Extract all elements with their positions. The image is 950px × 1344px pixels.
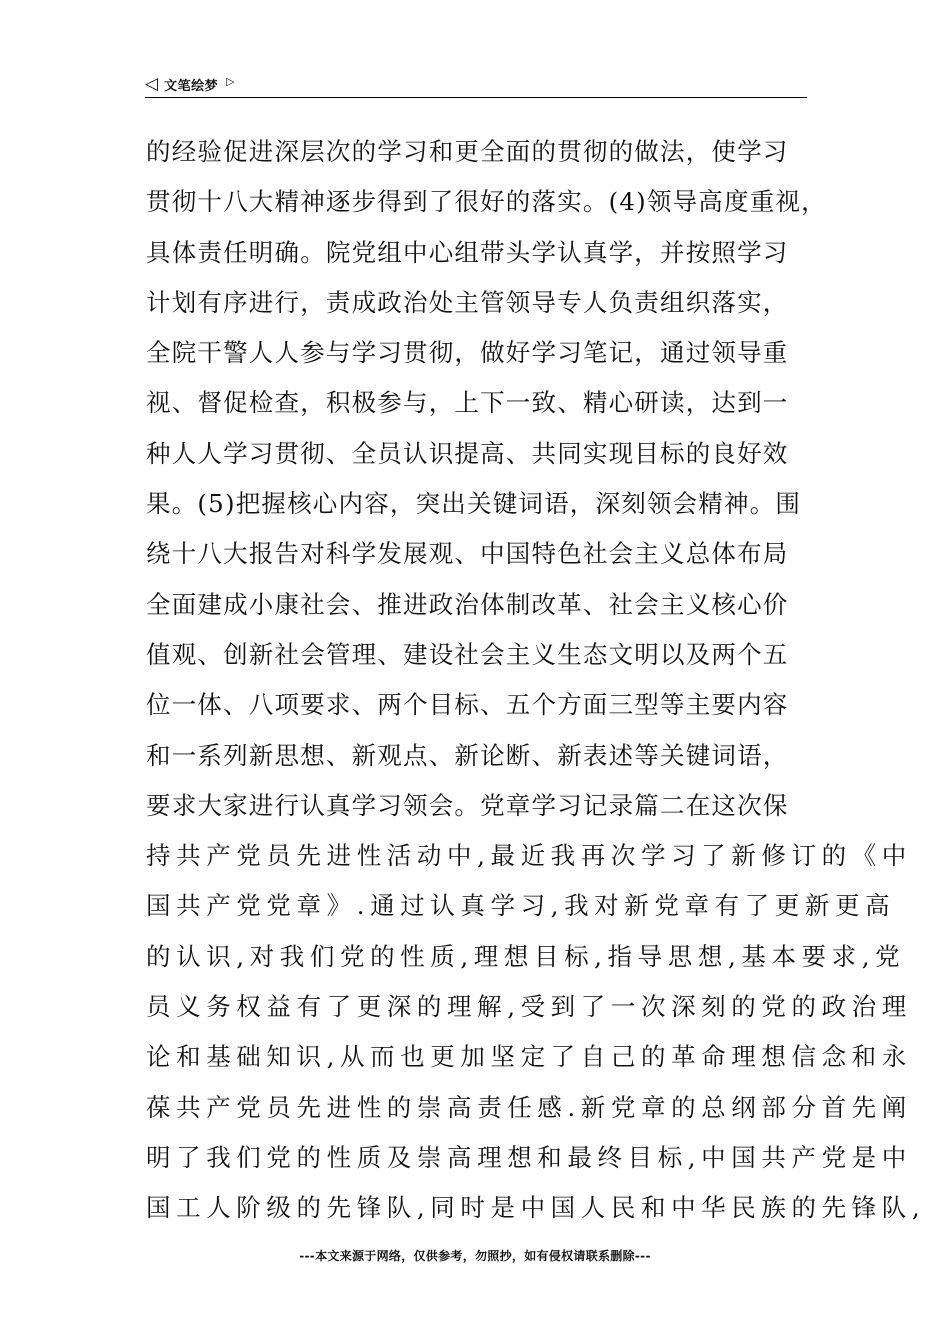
body-line: 贯彻十八大精神逐步得到了很好的落实。(4)领导高度重视， <box>146 187 827 217</box>
body-line: 葆共产党员先进性的崇高责任感.新党章的总纲部分首先阐 <box>146 1092 912 1122</box>
body-line: 和一系列新思想、新观点、新论断、新表述等关键词语， <box>146 740 789 770</box>
body-line: 具体责任明确。院党组中心组带头学认真学，并按照学习 <box>146 237 789 267</box>
body-line: 要求大家进行认真学习领会。党章学习记录篇二在这次保 <box>146 790 789 820</box>
header-divider <box>145 97 807 98</box>
header-title: 文笔绘梦 <box>164 78 219 94</box>
body-line: 持共产党员先进性活动中,最近我再次学习了新修订的《中 <box>146 841 912 871</box>
body-line: 国工人阶级的先锋队,同时是中国人民和中华民族的先锋队, <box>146 1193 926 1223</box>
right-triangle-icon: ▷ <box>226 74 235 88</box>
body-line: 论和基础知识,从而也更加坚定了自己的革命理想信念和永 <box>146 1042 912 1072</box>
body-line: 绕十八大报告对科学发展观、中国特色社会主义总体布局 <box>146 539 789 569</box>
body-line: 位一体、八项要求、两个目标、五个方面三型等主要内容 <box>146 690 789 720</box>
body-line: 视、督促检查，积极参与，上下一致、精心研读，达到一 <box>146 388 789 418</box>
body-line: 全面建成小康社会、推进政治体制改革、社会主义核心价 <box>146 589 789 619</box>
body-line: 的经验促进深层次的学习和更全面的贯彻的做法，使学习 <box>146 137 789 166</box>
body-line: 计划有序进行，责成政治处主管领导专人负责组织落实， <box>146 287 789 317</box>
body-line: 种人人学习贯彻、全员认识提高、共同实现目标的良好效 <box>146 438 789 468</box>
body-line: 明了我们党的性质及崇高理想和最终目标,中国共产党是中 <box>146 1142 912 1172</box>
left-triangle-icon: ◁ <box>145 73 159 94</box>
body-line: 全院干警人人参与学习贯彻，做好学习笔记，通过领导重 <box>146 338 789 368</box>
body-line: 值观、创新社会管理、建设社会主义生态文明以及两个五 <box>146 639 789 669</box>
page-footer: ---本文来源于网络，仅供参考，勿照抄，如有侵权请联系删除--- <box>299 1249 651 1263</box>
body-line: 员义务权益有了更深的理解,受到了一次深刻的党的政治理 <box>146 992 912 1022</box>
body-line: 果。(5)把握核心内容，突出关键词语，深刻领会精神。围 <box>146 489 802 519</box>
body-line: 的认识,对我们党的性质,理想目标,指导思想,基本要求,党 <box>146 941 906 971</box>
document-body <box>146 127 926 1234</box>
page-header <box>145 72 807 96</box>
body-line: 国共产党党章》.通过认真学习,我对新党章有了更新更高 <box>146 891 896 921</box>
